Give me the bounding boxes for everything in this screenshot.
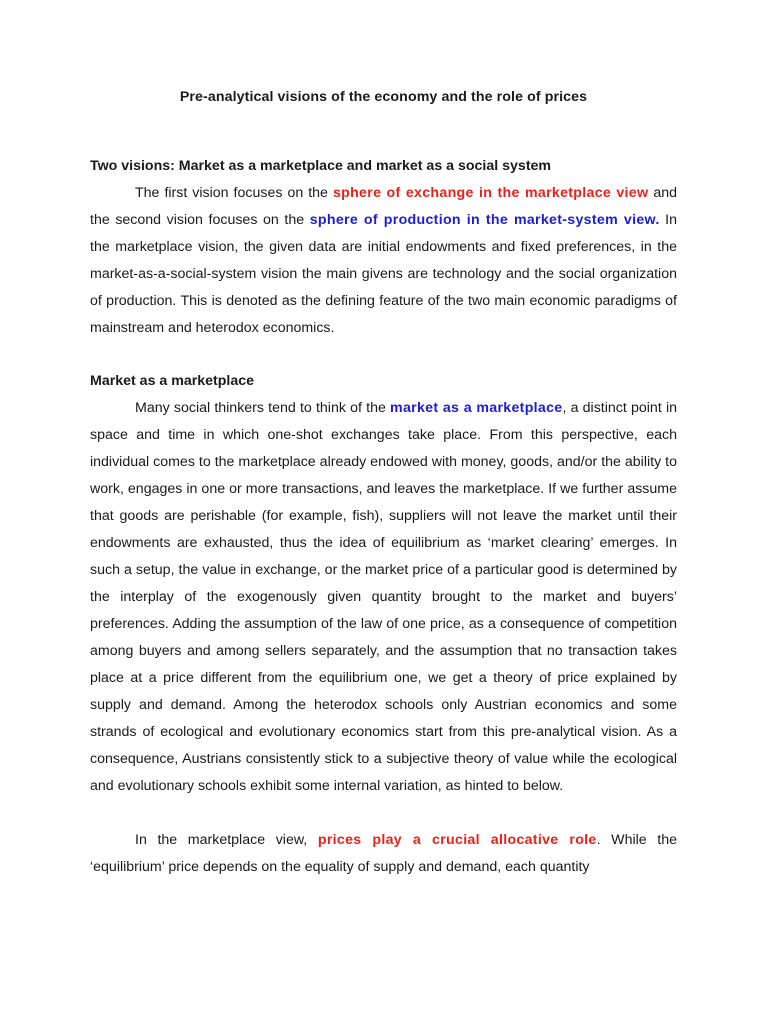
paragraph-allocative-role — [90, 827, 677, 881]
section-heading-marketplace: Market as a marketplace — [90, 373, 255, 389]
spacer — [90, 111, 677, 153]
highlight-blue: market as a marketplace — [390, 400, 563, 416]
paragraph-text: and the second vision focuses on the — [90, 185, 677, 228]
paragraph-two-visions — [90, 180, 677, 342]
spacer — [90, 342, 677, 368]
paragraph-marketplace — [90, 395, 677, 800]
section-heading-two-visions: Two visions: Market as a marketplace and market as a social system — [90, 158, 552, 174]
paragraph-text: Many social thinkers tend to think of the — [135, 400, 391, 416]
paragraph-text: , a distinct point in space and time in which one-shot exchanges take place. From this perspective, each individual comes to the marketplace already endowed with money, goods, and/or the ability to work, engages in one or more transactions, and leaves the marketplace. If we further assume that goods are perishable (for example, fish), suppliers will not leave the market until their endowments are exhausted, thus the idea of equilibrium as ‘market clearing’ emerges. In such a setup, the value in exchange, or the market price of a particular good is determined by the interplay of the exogenously given quantity brought to the market and buyers’ preferences. Adding the assumption of the law of one price, as a consequence of competition among buyers and among sellers separately, and the assumption that no transaction takes place at a price different from the equilibrium one, we get a theory of price explained by supply and demand. Among the heterodox schools only Austrian economics and some strands of ecological and evolutionary economics start from this pre-analytical vision. As a consequence, Austrians consistently stick to a subjective theory of value while the ecological and evolutionary schools exhibit some internal variation, as hinted to below. — [90, 400, 677, 794]
document-body — [90, 84, 677, 881]
document-title: Pre-analytical visions of the economy and the role of prices — [179, 89, 588, 105]
highlight-red: sphere of exchange in the marketplace view — [332, 185, 649, 201]
paragraph-text: The first vision focuses on the — [135, 185, 333, 201]
spacer — [90, 800, 677, 827]
paragraph-text: . While the ‘equilibrium’ price depends on the equality of supply and demand, each quantity — [90, 832, 677, 875]
paragraph-text: In the marketplace view, — [135, 832, 318, 848]
highlight-red: prices play a crucial allocative role — [317, 832, 597, 848]
highlight-blue: sphere of production in the market-system view. — [309, 212, 660, 228]
paragraph-text: In the marketplace vision, the given data are initial endowments and fixed preferences, in the market-as-a-social-system vision the main givens are technology and the social organization of production. This is denoted as the defining feature of the two main economic paradigms of mainstream and heterodox economics. — [90, 212, 678, 336]
